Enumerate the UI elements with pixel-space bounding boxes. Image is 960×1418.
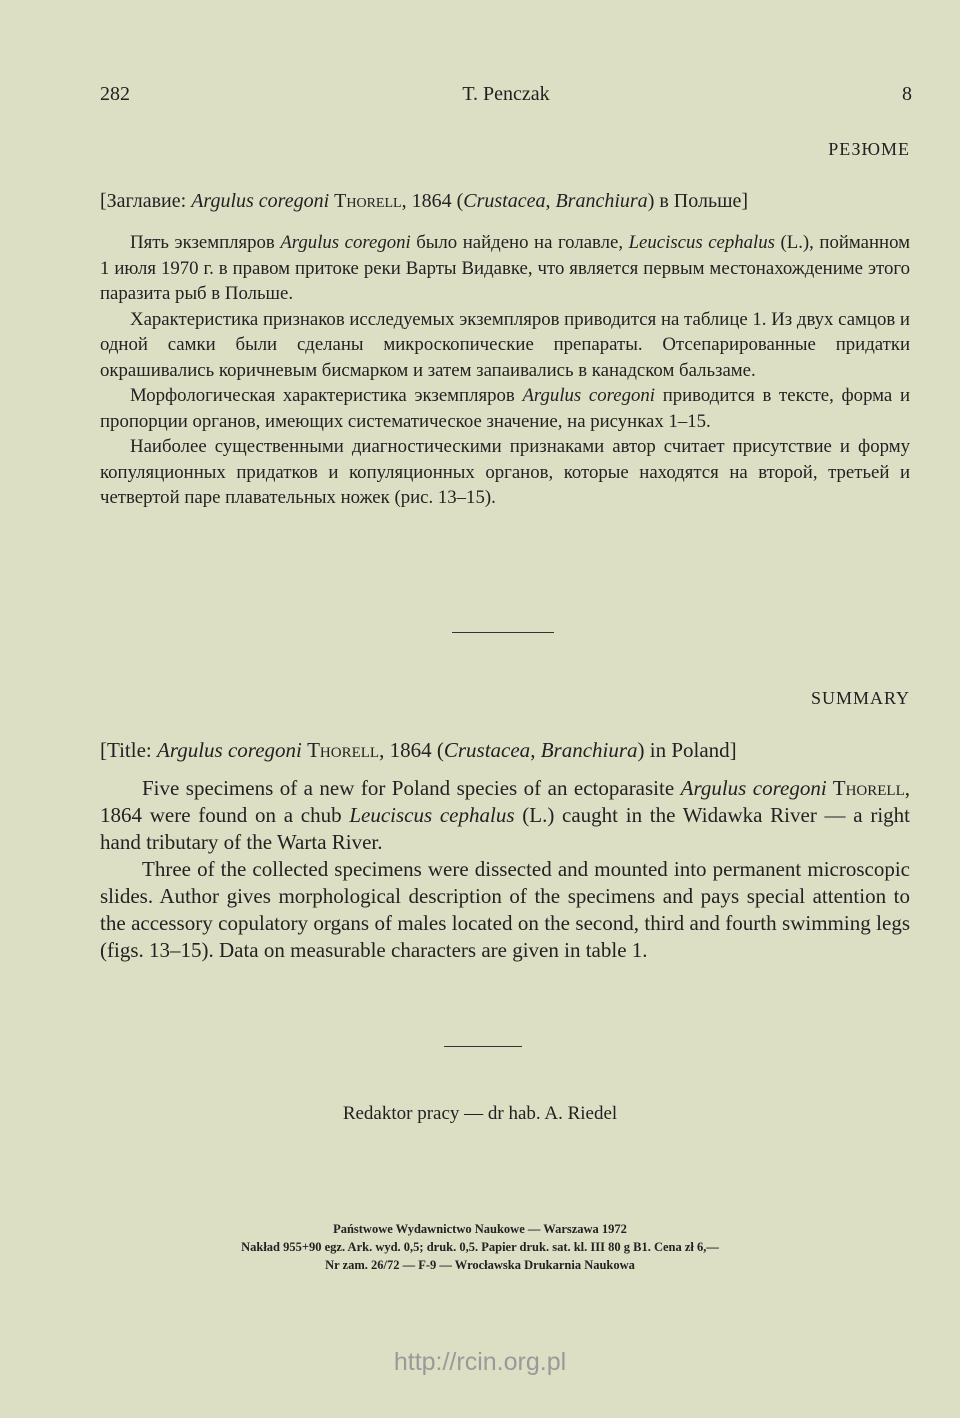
resume-paragraph-2: Характеристика признаков исследуемых экземпляров приводится на таблице 1. Из двух самцов и одной самки были сделаны микроскопические препараты. Отсепарированные придатки окрашивались коричневым бисмарком и затем запаивались в канадском бальзаме. (100, 308, 910, 381)
publisher-imprint (100, 1220, 860, 1274)
resume-paragraph-4: Наиболее существенными диагностическими признаками автор считает присутствие и форму копуляционных придатков и копуляционных органов, которые находятся на второй, третьей и четвертой паре плавательных ножек (рис. 13–15). (100, 436, 910, 508)
resume-title: [Заглавие: Argulus coregoni Thorell, 1864 (Crustacea, Branchiura) в Польше] (100, 190, 749, 212)
summary-body (100, 775, 910, 964)
resume-heading: РЕЗЮМЕ (828, 139, 910, 159)
running-author: T. Penczak (462, 83, 550, 105)
editor-divider (444, 1046, 522, 1047)
editor-credit: Redaktor pracy — dr hab. A. Riedel (342, 1103, 618, 1124)
source-watermark: http://rcin.org.pl (393, 1348, 567, 1376)
imprint-line-3: Nr zam. 26/72 — F-9 — Wrocławska Drukarnia Naukowa (325, 1258, 635, 1272)
resume-paragraph-1: Пять экземпляров Argulus coregoni было найдено на голавле, Leuciscus cephalus (L.), пойманном 1 июля 1970 г. в правом притоке реки Варты Видавке, что является первым местонахождениме этого паразита рыб в Польше. (100, 232, 911, 304)
imprint-line-1: Państwowe Wydawnictwo Naukowe — Warszawa 1972 (333, 1222, 627, 1236)
summary-paragraph-2: Three of the collected specimens were dissected and mounted into permanent microscopic slides. Author gives morphological description of the specimens and pays special attention to the accessory copulatory organs of males located on the second, third and fourth swimming legs (figs. 13–15). Data on measurable characters are given in table 1. (100, 857, 910, 962)
running-header (100, 83, 912, 111)
section-divider (452, 632, 554, 633)
resume-body (100, 230, 910, 511)
summary-paragraph-1: Five specimens of a new for Poland species of an ectoparasite Argulus coregoni Thorell, 1864 were found on a chub Leuciscus cephalus (L.) caught in the Widawka River — a right hand tributary of the Warta River. (100, 776, 910, 854)
section-number: 8 (902, 83, 912, 105)
summary-title: [Title: Argulus coregoni Thorell, 1864 (Crustacea, Branchiura) in Poland] (100, 738, 737, 762)
page-number: 282 (100, 83, 130, 105)
imprint-line-2: Nakład 955+90 egz. Ark. wyd. 0,5; druk. 0,5. Papier druk. sat. kl. III 80 g B1. Cena zł 6,— (241, 1240, 719, 1254)
summary-heading: SUMMARY (810, 688, 910, 708)
resume-paragraph-3: Морфологическая характеристика экземпляров Argulus coregoni приводится в тексте, форма и пропорции органов, имеющих систематическое значение, на рисунках 1–15. (100, 385, 911, 432)
